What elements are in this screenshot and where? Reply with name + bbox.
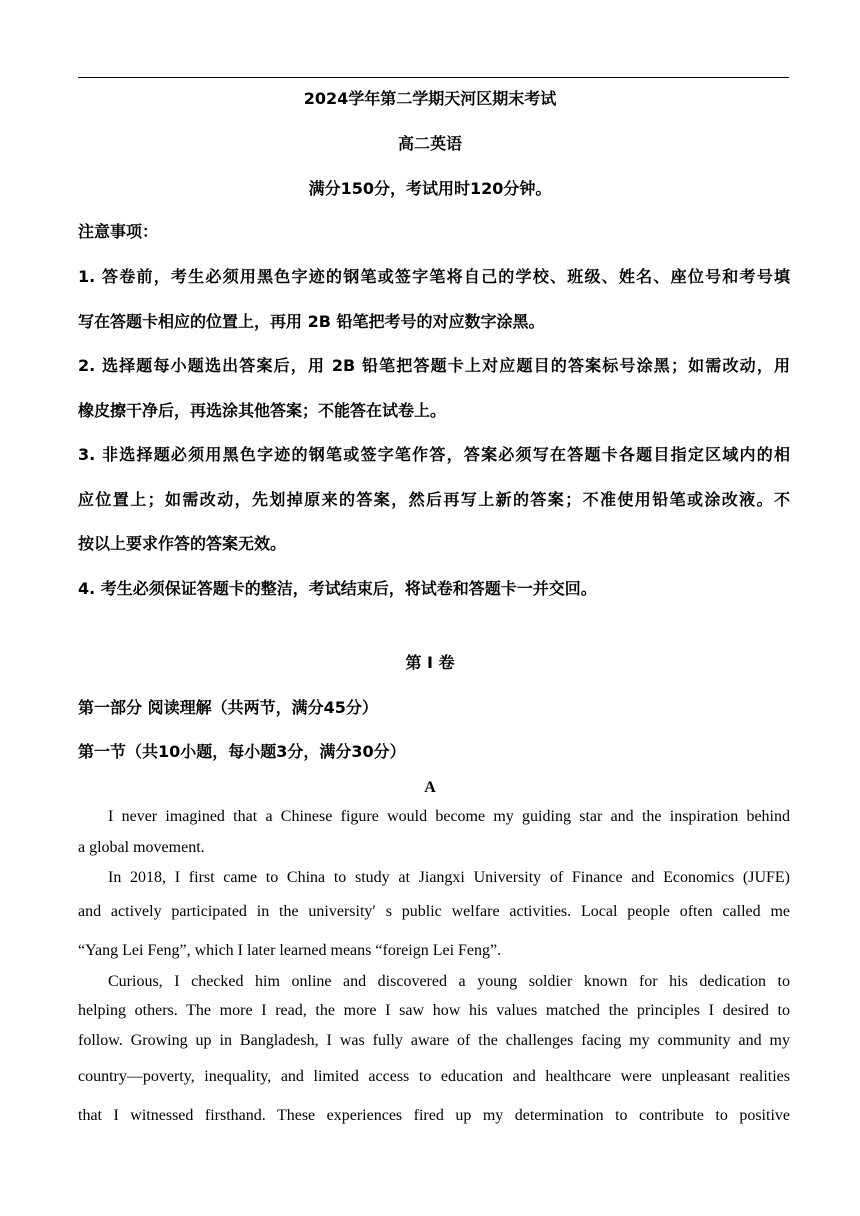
passage-line: In 2018, I first came to China to study at Jiangxi University of Finance and Economics (JUFE): [108, 869, 790, 886]
notice-line: 应位置上；如需改动，先划掉原来的答案，然后再写上新的答案；不准使用铅笔或涂改液。不: [78, 490, 790, 509]
passage-line: country—poverty, inequality, and limited access to education and healthcare were unpleasant realities: [78, 1068, 790, 1085]
passage-line: I never imagined that a Chinese figure would become my guiding star and the inspiration behind: [108, 808, 790, 825]
passage-letter: A: [424, 779, 436, 796]
notice-line: 写在答题卡相应的位置上，再用 2B 铅笔把考号的对应数字涂黑。: [78, 312, 545, 331]
passage-line: helping others. The more I read, the more I saw how his values matched the principles I desired to: [78, 1002, 790, 1019]
notice-line: 2. 选择题每小题选出答案后，用 2B 铅笔把答题卡上对应题目的答案标号涂黑；如需改动，用: [78, 356, 790, 375]
subject-title: 高二英语: [397, 134, 462, 153]
exam-title: 2024学年第二学期天河区期末考试: [303, 89, 557, 108]
score-info: 满分150分，考试用时120分钟。: [308, 179, 552, 198]
notice-line: 1. 答卷前，考生必须用黑色字迹的钢笔或签字笔将自己的学校、班级、姓名、座位号和考号填: [78, 267, 790, 286]
passage-line: a global movement.: [78, 839, 205, 856]
section-title: 第一节（共10小题，每小题3分，满分30分）: [78, 742, 406, 761]
passage-line: and actively participated in the university′ s public welfare activities. Local people often called me: [78, 903, 790, 920]
notice-heading: 注意事项：: [78, 222, 159, 241]
notice-line: 3. 非选择题必须用黑色字迹的钢笔或签字笔作答，答案必须写在答题卡各题目指定区域内的相: [78, 445, 790, 464]
header-rule: [78, 77, 789, 78]
passage-line: Curious, I checked him online and discovered a young soldier known for his dedication to: [108, 973, 790, 990]
passage-line: follow. Growing up in Bangladesh, I was fully aware of the challenges facing my community and my: [78, 1032, 790, 1049]
notice-line: 按以上要求作答的答案无效。: [78, 534, 287, 553]
notice-line: 橡皮擦干净后，再选涂其他答案；不能答在试卷上。: [78, 401, 447, 420]
volume-heading: 第 I 卷: [405, 653, 455, 672]
notice-line: 4. 考生必须保证答题卡的整洁，考试结束后，将试卷和答题卡一并交回。: [78, 579, 597, 598]
part-title: 第一部分 阅读理解（共两节，满分45分）: [78, 698, 378, 717]
passage-line: that I witnessed firsthand. These experiences fired up my determination to contribute to positive: [78, 1107, 790, 1124]
passage-line: “Yang Lei Feng”, which I later learned means “foreign Lei Feng”.: [78, 942, 502, 959]
